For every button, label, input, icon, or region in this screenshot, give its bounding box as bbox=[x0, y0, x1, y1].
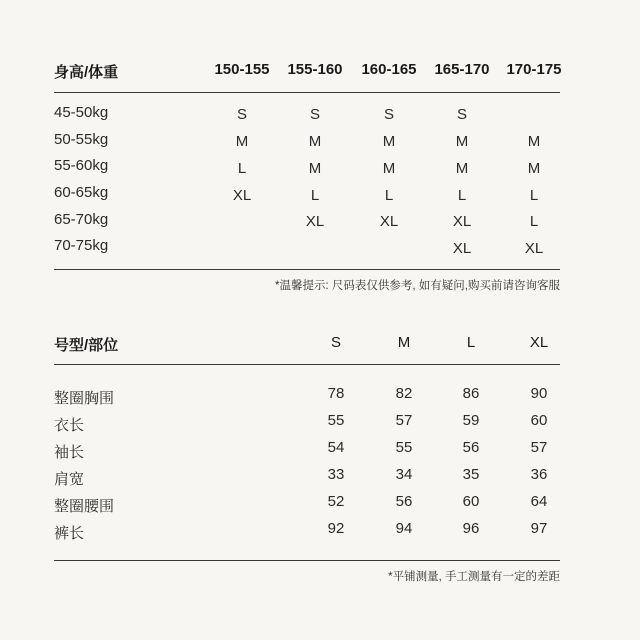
size-cell: XL bbox=[305, 213, 325, 230]
measure-cell: 55 bbox=[395, 439, 413, 456]
measure-cell: 34 bbox=[395, 466, 413, 483]
weight-row-label: 55-60kg bbox=[54, 157, 109, 174]
size-cell: L bbox=[457, 187, 467, 204]
weight-row-label: 70-75kg bbox=[54, 237, 109, 254]
measure-cell: 33 bbox=[327, 466, 345, 483]
measure-cell: 55 bbox=[327, 412, 345, 429]
weight-row-label: 45-50kg bbox=[54, 104, 109, 121]
measure-cell: 54 bbox=[327, 439, 345, 456]
measure-cell: 97 bbox=[530, 520, 548, 537]
measure-table-note: *平铺测量, 手工测量有一定的差距 bbox=[388, 571, 560, 583]
size-cell: M bbox=[235, 133, 249, 150]
size-cell: S bbox=[383, 106, 395, 123]
size-cell: XL bbox=[232, 187, 252, 204]
measure-cell: 56 bbox=[395, 493, 413, 510]
size-table-corner-label: 身高/体重 bbox=[54, 64, 119, 81]
size-cell: M bbox=[382, 160, 396, 177]
measure-cell: 60 bbox=[462, 493, 480, 510]
part-row-label: 整圈胸围 bbox=[54, 390, 115, 407]
measure-cell: 60 bbox=[530, 412, 548, 429]
part-row-label: 袖长 bbox=[54, 444, 85, 461]
size-column-header: XL bbox=[529, 334, 549, 351]
weight-row-label: 60-65kg bbox=[54, 184, 109, 201]
size-cell: XL bbox=[524, 240, 544, 257]
measure-cell: 56 bbox=[462, 439, 480, 456]
size-cell: M bbox=[382, 133, 396, 150]
size-cell: M bbox=[308, 160, 322, 177]
size-cell: L bbox=[384, 187, 394, 204]
height-column-header: 150-155 bbox=[214, 61, 270, 78]
measure-cell: 64 bbox=[530, 493, 548, 510]
size-cell: M bbox=[527, 133, 541, 150]
size-column-header: S bbox=[330, 334, 342, 351]
measure-cell: 52 bbox=[327, 493, 345, 510]
size-cell: M bbox=[527, 160, 541, 177]
height-column-header: 165-170 bbox=[434, 61, 490, 78]
table-divider bbox=[54, 560, 560, 561]
measure-cell: 57 bbox=[530, 439, 548, 456]
height-column-header: 170-175 bbox=[506, 61, 562, 78]
part-row-label: 衣长 bbox=[54, 417, 85, 434]
size-cell: S bbox=[456, 106, 468, 123]
height-column-header: 160-165 bbox=[361, 61, 417, 78]
table-divider bbox=[54, 364, 560, 365]
measure-cell: 59 bbox=[462, 412, 480, 429]
size-cell: M bbox=[455, 133, 469, 150]
size-cell: L bbox=[529, 213, 539, 230]
weight-row-label: 65-70kg bbox=[54, 211, 109, 228]
measure-cell: 57 bbox=[395, 412, 413, 429]
size-cell: S bbox=[309, 106, 321, 123]
measure-cell: 94 bbox=[395, 520, 413, 537]
part-row-label: 整圈腰围 bbox=[54, 498, 115, 515]
size-table-note: *温馨提示: 尺码表仅供参考, 如有疑问,购买前请咨询客服 bbox=[275, 280, 560, 292]
size-cell: L bbox=[237, 160, 247, 177]
size-column-header: M bbox=[397, 334, 411, 351]
size-cell: XL bbox=[452, 213, 472, 230]
size-cell: XL bbox=[452, 240, 472, 257]
weight-row-label: 50-55kg bbox=[54, 131, 109, 148]
height-column-header: 155-160 bbox=[287, 61, 343, 78]
size-cell: L bbox=[529, 187, 539, 204]
part-row-label: 肩宽 bbox=[54, 471, 85, 488]
table-divider bbox=[54, 92, 560, 93]
measure-cell: 82 bbox=[395, 385, 413, 402]
part-row-label: 裤长 bbox=[54, 525, 85, 542]
measure-cell: 36 bbox=[530, 466, 548, 483]
measure-table-corner-label: 号型/部位 bbox=[54, 337, 119, 354]
measure-cell: 90 bbox=[530, 385, 548, 402]
measure-cell: 92 bbox=[327, 520, 345, 537]
size-column-header: L bbox=[466, 334, 476, 351]
measure-cell: 35 bbox=[462, 466, 480, 483]
size-cell: S bbox=[236, 106, 248, 123]
measure-cell: 96 bbox=[462, 520, 480, 537]
measure-cell: 78 bbox=[327, 385, 345, 402]
size-cell: L bbox=[310, 187, 320, 204]
table-divider bbox=[54, 269, 560, 270]
size-cell: XL bbox=[379, 213, 399, 230]
measure-cell: 86 bbox=[462, 385, 480, 402]
size-cell: M bbox=[455, 160, 469, 177]
size-cell: M bbox=[308, 133, 322, 150]
